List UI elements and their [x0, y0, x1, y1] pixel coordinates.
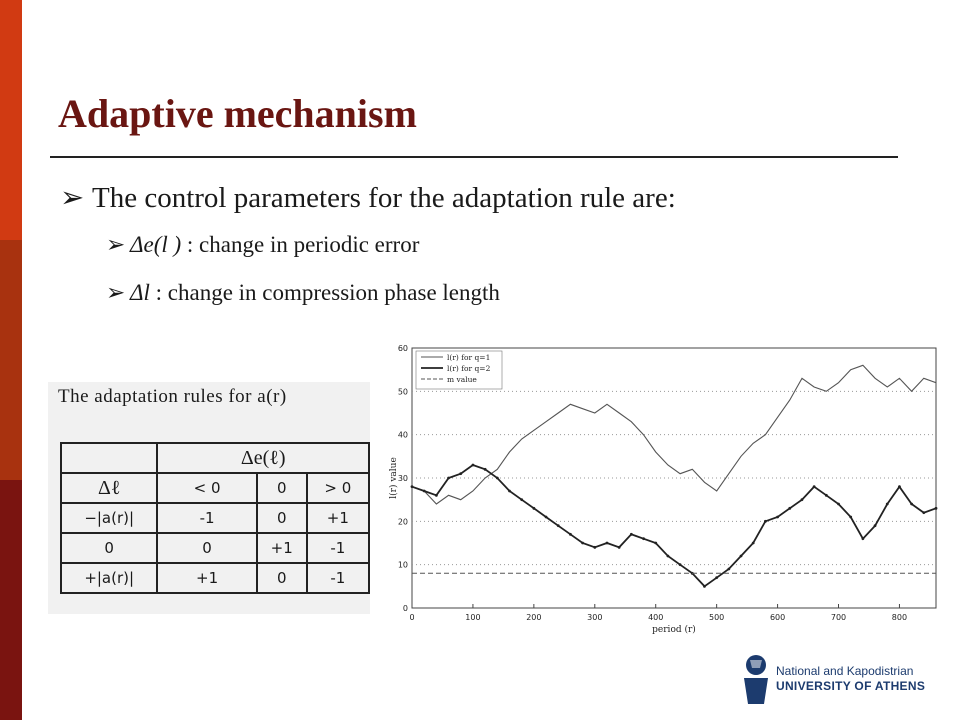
table-row — [61, 473, 369, 503]
table-cell: -1 — [307, 533, 369, 563]
series-point-q2 — [667, 555, 670, 558]
table-cell: < 0 — [157, 473, 256, 503]
adaptation-rules-panel — [48, 382, 370, 614]
series-point-q2 — [740, 555, 743, 558]
series-point-q2 — [435, 494, 438, 497]
series-point-q2 — [642, 537, 645, 540]
bullet-sub-2 — [106, 280, 500, 306]
table-corner-cell — [61, 443, 157, 473]
series-point-q2 — [752, 542, 755, 545]
bullet-arrow-icon: ➢ — [106, 280, 126, 305]
bullet-sub-1-text: : change in periodic error — [181, 232, 420, 257]
series-point-q2 — [654, 542, 657, 545]
series-point-q2 — [874, 524, 877, 527]
slide-title: Adaptive mechanism — [58, 91, 417, 136]
series-point-q2 — [569, 533, 572, 536]
series-point-q2 — [922, 511, 925, 514]
bullet-sub-2-text: : change in compression phase length — [149, 280, 500, 305]
y-tick-label: 60 — [397, 344, 408, 353]
title-divider — [50, 156, 898, 158]
legend-label: m value — [447, 375, 477, 384]
series-point-q2 — [825, 494, 828, 497]
y-tick-label: 30 — [397, 474, 408, 483]
table-row — [61, 563, 369, 593]
series-point-q2 — [459, 472, 462, 475]
x-tick-label: 0 — [409, 613, 415, 622]
series-point-q2 — [776, 516, 779, 519]
adaptation-rules-table — [60, 442, 370, 594]
table-cell: +1 — [257, 533, 307, 563]
x-tick-label: 800 — [891, 613, 908, 622]
delta-length-symbol: Δl — [130, 280, 150, 305]
series-point-q2 — [496, 477, 499, 480]
y-tick-label: 40 — [397, 430, 408, 440]
series-point-q2 — [606, 542, 609, 545]
series-point-q2 — [545, 516, 548, 519]
table-cell: > 0 — [307, 473, 369, 503]
university-name — [776, 664, 925, 694]
series-point-q2 — [910, 503, 913, 506]
series-point-q2 — [520, 498, 523, 501]
accent-band-bottom — [0, 480, 22, 720]
university-name-line2: UNIVERSITY OF ATHENS — [776, 679, 926, 693]
bullet-arrow-icon: ➢ — [60, 182, 85, 214]
y-axis-label: l(r) value — [389, 457, 399, 499]
table-cell: 0 — [257, 503, 307, 533]
series-point-q2 — [788, 507, 791, 510]
x-tick-label: 300 — [587, 613, 603, 622]
accent-band-middle — [0, 240, 22, 480]
table-cell: -1 — [307, 563, 369, 593]
series-point-q2 — [764, 520, 767, 523]
x-tick-label: 200 — [526, 613, 542, 622]
row-header: Δℓ — [61, 473, 157, 503]
table-row — [61, 443, 369, 473]
series-point-q2 — [727, 568, 730, 571]
col-group-header: Δe(ℓ) — [157, 443, 369, 473]
y-tick-label: 50 — [397, 387, 408, 397]
series-point-q2 — [508, 490, 511, 493]
series-point-q2 — [715, 576, 718, 579]
x-tick-label: 100 — [465, 613, 481, 622]
series-point-q2 — [679, 563, 682, 566]
accent-band-top — [0, 0, 22, 240]
series-point-q2 — [447, 477, 450, 480]
row-label: +|a(r)| — [61, 563, 157, 593]
series-point-q2 — [837, 503, 840, 506]
series-point-q2 — [423, 490, 426, 493]
legend-label: l(r) for q=2 — [447, 364, 491, 373]
series-point-q2 — [484, 468, 487, 471]
series-point-q2 — [472, 464, 475, 467]
legend-label: l(r) for q=1 — [447, 353, 491, 362]
university-emblem-icon — [736, 652, 776, 706]
y-tick-label: 10 — [397, 560, 408, 570]
bullet-main-text: The control parameters for the adaptation rule are: — [92, 182, 676, 214]
y-tick-label: 20 — [397, 517, 408, 527]
bullet-main — [60, 180, 676, 215]
series-point-q2 — [935, 507, 938, 510]
x-tick-label: 700 — [830, 613, 847, 622]
row-label: −|a(r)| — [61, 503, 157, 533]
series-point-q2 — [813, 485, 816, 488]
table-cell: +1 — [157, 563, 256, 593]
series-point-q2 — [886, 503, 889, 506]
table-cell: -1 — [157, 503, 256, 533]
table-row — [61, 533, 369, 563]
row-label: 0 — [61, 533, 157, 563]
x-tick-label: 500 — [709, 613, 725, 622]
x-tick-label: 400 — [648, 613, 664, 622]
table-row — [61, 503, 369, 533]
university-name-line1: National and Kapodistrian — [776, 664, 914, 678]
table-cell: 0 — [257, 473, 307, 503]
series-point-q2 — [898, 485, 901, 488]
series-point-q2 — [411, 485, 414, 488]
series-point-q2 — [861, 537, 864, 540]
line-chart — [384, 338, 944, 638]
series-point-q2 — [557, 524, 560, 527]
table-cell: +1 — [307, 503, 369, 533]
x-axis-label: period (r) — [652, 625, 696, 635]
series-point-q2 — [581, 542, 584, 545]
series-point-q2 — [849, 516, 852, 519]
series-point-q2 — [593, 546, 596, 549]
series-point-q2 — [801, 498, 804, 501]
table-cell: 0 — [157, 533, 256, 563]
bullet-sub-1 — [106, 232, 419, 258]
x-tick-label: 600 — [769, 613, 786, 622]
series-point-q2 — [630, 533, 633, 536]
table-caption: The adaptation rules for a(r) — [58, 386, 287, 407]
series-point-q2 — [703, 585, 706, 588]
table-cell: 0 — [257, 563, 307, 593]
delta-error-symbol: Δe(l ) — [130, 232, 182, 257]
bullet-arrow-icon: ➢ — [106, 232, 126, 257]
y-tick-label: 0 — [402, 604, 408, 613]
series-point-q2 — [532, 507, 535, 510]
series-point-q2 — [618, 546, 621, 549]
